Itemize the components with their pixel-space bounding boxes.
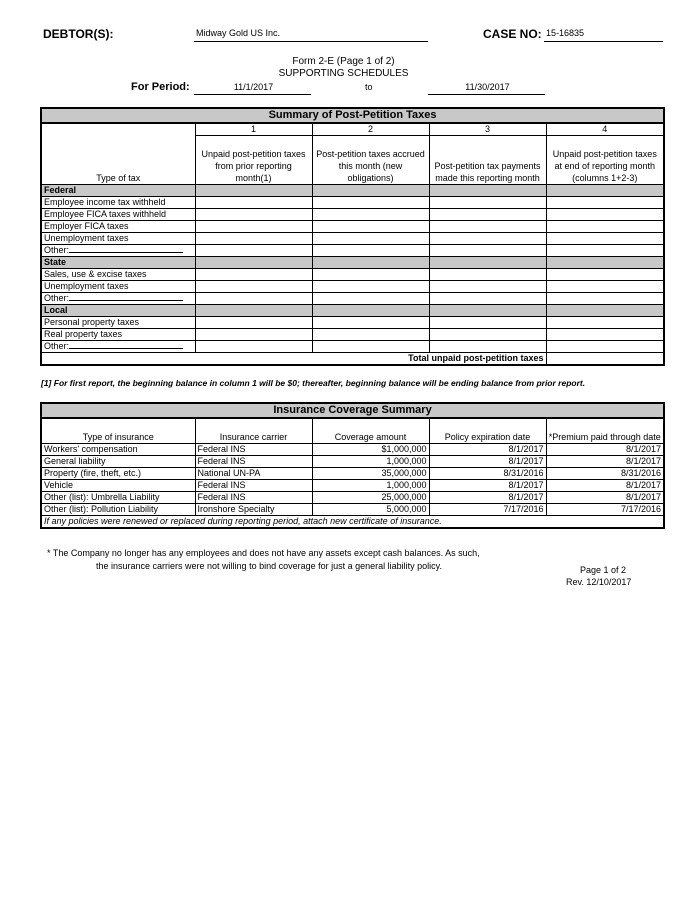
- debtor-label: DEBTOR(S):: [43, 27, 114, 41]
- debtor-name: Midway Gold US Inc.: [194, 28, 428, 42]
- table-row: [41, 317, 664, 329]
- tax-type-other: [41, 293, 195, 305]
- col-number: 4: [546, 123, 664, 136]
- total-label: Total unpaid post-petition taxes: [41, 353, 546, 366]
- premium-paid-date: 8/31/2016: [546, 468, 664, 480]
- col-number: 1: [195, 123, 312, 136]
- table-row: [41, 444, 664, 456]
- coverage-amount: 1,000,000: [312, 456, 429, 468]
- page-number: Page 1 of 2: [580, 565, 627, 575]
- other-underline: [69, 252, 183, 253]
- form-title: Form 2-E (Page 1 of 2): [292, 56, 395, 67]
- expiration-date: 8/1/2017: [429, 456, 546, 468]
- col-header: Post-petition taxes accrued this month (new obligations): [312, 136, 429, 185]
- col-header: Unpaid post-petition taxes at end of reporting month (columns 1+2-3): [546, 136, 664, 185]
- case-number: 15-16835: [544, 28, 663, 42]
- section-local: Local: [41, 305, 195, 317]
- period-label: For Period:: [131, 81, 190, 93]
- period-end: 11/30/2017: [428, 82, 545, 95]
- tax-type-other: [41, 245, 195, 257]
- insurance-carrier: Federal INS: [195, 492, 312, 504]
- premium-paid-date: 8/1/2017: [546, 492, 664, 504]
- other-label: Other:: [44, 293, 70, 303]
- table-row: [41, 456, 664, 468]
- tax-type: Sales, use & excise taxes: [41, 269, 195, 281]
- table-row: [41, 504, 664, 516]
- coverage-amount: 1,000,000: [312, 480, 429, 492]
- period-to: to: [365, 82, 373, 92]
- table-row: [41, 341, 664, 353]
- table-row: [41, 209, 664, 221]
- footer-note-line1: * The Company no longer has any employees and does not have any assets except cash balances. As such,: [47, 548, 480, 558]
- type-of-tax-header: Type of tax: [41, 123, 195, 185]
- insurance-title: Insurance Coverage Summary: [41, 403, 664, 418]
- section-federal: Federal: [41, 185, 195, 197]
- coverage-amount: $1,000,000: [312, 444, 429, 456]
- col-header: Post-petition tax payments made this reporting month: [429, 136, 546, 185]
- insurance-type: Property (fire, theft, etc.): [41, 468, 195, 480]
- col-header: Policy expiration date: [429, 418, 546, 444]
- table-row: [41, 245, 664, 257]
- other-label: Other:: [44, 341, 70, 351]
- insurance-type: Other (list): Umbrella Liability: [41, 492, 195, 504]
- other-underline: [69, 348, 183, 349]
- other-underline: [69, 300, 183, 301]
- tax-type: Employee FICA taxes withheld: [41, 209, 195, 221]
- col-header: Unpaid post-petition taxes from prior reporting month(1): [195, 136, 312, 185]
- expiration-date: 8/31/2016: [429, 468, 546, 480]
- table-row: [41, 480, 664, 492]
- insurance-carrier: Federal INS: [195, 480, 312, 492]
- table-row: [41, 281, 664, 293]
- table-row: [41, 293, 664, 305]
- insurance-note: If any policies were renewed or replaced during reporting period, attach new certificate of insurance.: [41, 516, 664, 529]
- table-row: [41, 468, 664, 480]
- premium-paid-date: 8/1/2017: [546, 480, 664, 492]
- insurance-type: General liability: [41, 456, 195, 468]
- col-header: Coverage amount: [312, 418, 429, 444]
- insurance-carrier: Federal INS: [195, 456, 312, 468]
- premium-paid-date: 7/17/2016: [546, 504, 664, 516]
- insurance-carrier: Ironshore Specialty: [195, 504, 312, 516]
- taxes-table: [40, 107, 665, 366]
- premium-paid-date: 8/1/2017: [546, 444, 664, 456]
- tax-type: Unemployment taxes: [41, 233, 195, 245]
- col-number: 2: [312, 123, 429, 136]
- table-row: [41, 492, 664, 504]
- revision-date: Rev. 12/10/2017: [566, 577, 632, 587]
- coverage-amount: 5,000,000: [312, 504, 429, 516]
- coverage-amount: 25,000,000: [312, 492, 429, 504]
- col-header: *Premium paid through date: [546, 418, 664, 444]
- table-row: [41, 233, 664, 245]
- col-header: Insurance carrier: [195, 418, 312, 444]
- tax-type: Employer FICA taxes: [41, 221, 195, 233]
- col-number: 3: [429, 123, 546, 136]
- tax-type: Personal property taxes: [41, 317, 195, 329]
- expiration-date: 8/1/2017: [429, 480, 546, 492]
- period-start: 11/1/2017: [194, 82, 311, 95]
- case-label: CASE NO:: [483, 27, 542, 41]
- table-row: [41, 221, 664, 233]
- tax-type: Employee income tax withheld: [41, 197, 195, 209]
- other-label: Other:: [44, 245, 70, 255]
- expiration-date: 8/1/2017: [429, 492, 546, 504]
- tax-type: Unemployment taxes: [41, 281, 195, 293]
- expiration-date: 7/17/2016: [429, 504, 546, 516]
- section-state: State: [41, 257, 195, 269]
- form-subtitle: SUPPORTING SCHEDULES: [278, 68, 409, 79]
- coverage-amount: 35,000,000: [312, 468, 429, 480]
- tax-type-other: [41, 341, 195, 353]
- premium-paid-date: 8/1/2017: [546, 456, 664, 468]
- taxes-footnote: [1] For first report, the beginning balance in column 1 will be $0; thereafter, beginning balance will be ending balance from prior report.: [41, 378, 586, 388]
- expiration-date: 8/1/2017: [429, 444, 546, 456]
- table-row: [41, 197, 664, 209]
- insurance-table: [40, 402, 665, 529]
- taxes-title: Summary of Post-Petition Taxes: [41, 108, 664, 123]
- insurance-carrier: Federal INS: [195, 444, 312, 456]
- insurance-type: Other (list): Pollution Liability: [41, 504, 195, 516]
- insurance-type: Workers' compensation: [41, 444, 195, 456]
- col-header: Type of insurance: [41, 418, 195, 444]
- insurance-type: Vehicle: [41, 480, 195, 492]
- insurance-carrier: National UN-PA: [195, 468, 312, 480]
- tax-type: Real property taxes: [41, 329, 195, 341]
- total-value: [546, 353, 664, 366]
- table-row: [41, 329, 664, 341]
- footer-note-line2: the insurance carriers were not willing to bind coverage for just a general liability policy.: [96, 561, 443, 571]
- table-row: [41, 269, 664, 281]
